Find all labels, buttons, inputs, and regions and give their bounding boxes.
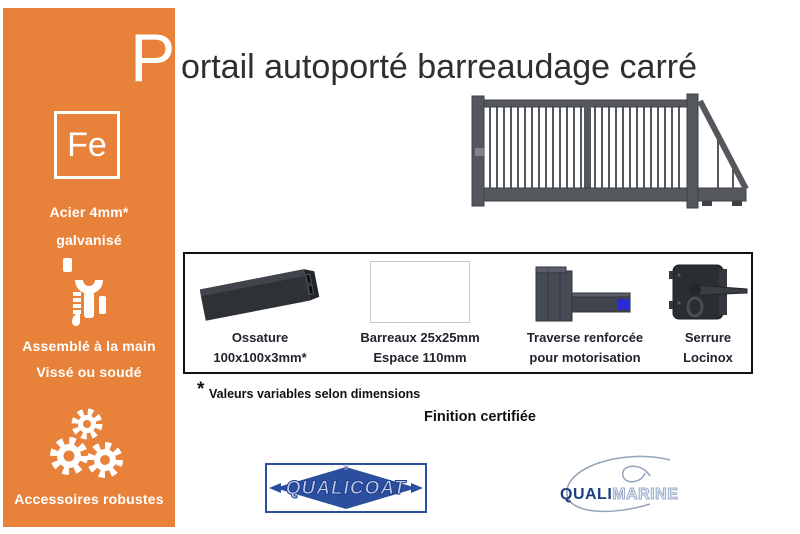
feature-serrure — [665, 254, 751, 372]
ossature-profile-image — [200, 261, 320, 323]
sidebar-steel-line2: galvanisé — [56, 232, 122, 248]
qualimarine-wordmark — [560, 486, 678, 504]
qualimarine-outline-part: MARINE — [612, 486, 679, 503]
feature-sublabel: pour motorisation — [529, 350, 641, 365]
feature-barreaux — [335, 254, 505, 372]
sidebar-assembly-line2: Vissé ou soudé — [36, 364, 142, 380]
page-title: ortail autoporté barreaudage carré — [181, 48, 697, 86]
sliding-gate-illustration — [450, 92, 750, 217]
sidebar-accessories-line: Accessoires robustes — [14, 491, 164, 507]
feature-ossature — [185, 254, 335, 372]
feature-sublabel: Locinox — [683, 350, 733, 365]
sidebar-assembly-line1: Assemblé à la main — [22, 338, 156, 354]
feature-label: Ossature — [231, 330, 289, 345]
qualimarine-bold-part: QUALI — [560, 486, 613, 503]
barreaux-image — [370, 261, 470, 323]
asterisk-mark: * — [197, 379, 205, 400]
serrure-image — [667, 261, 749, 323]
gears-icon — [47, 408, 131, 486]
qualicoat-crown-icon: ♛ — [342, 463, 350, 472]
traverse-image — [532, 261, 638, 323]
qualimarine-logo — [552, 452, 707, 514]
certified-finish-note: Finition certifiée — [424, 409, 536, 425]
feature-sublabel: Espace 110mm — [373, 350, 467, 365]
page-title-initial: P — [130, 20, 176, 96]
features-panel — [183, 252, 753, 374]
feature-label: Traverse renforcée — [526, 330, 644, 345]
feature-label: Serrure — [684, 330, 732, 345]
qualimarine-swirl-icon — [552, 452, 707, 514]
qualicoat-logo — [265, 463, 427, 513]
wrench-icon — [59, 258, 119, 330]
feature-sublabel: 100x100x3mm* — [213, 350, 307, 365]
variable-dimensions-note: Valeurs variables selon dimensions — [209, 387, 421, 401]
sidebar-steel-line1: Acier 4mm* — [49, 204, 129, 220]
qualicoat-wordmark: QUALICOAT — [285, 478, 407, 499]
feature-label: Barreaux 25x25mm — [360, 330, 480, 345]
feature-traverse — [505, 254, 665, 372]
fe-symbol-label: Fe — [67, 125, 107, 164]
fe-symbol-icon — [54, 111, 120, 179]
